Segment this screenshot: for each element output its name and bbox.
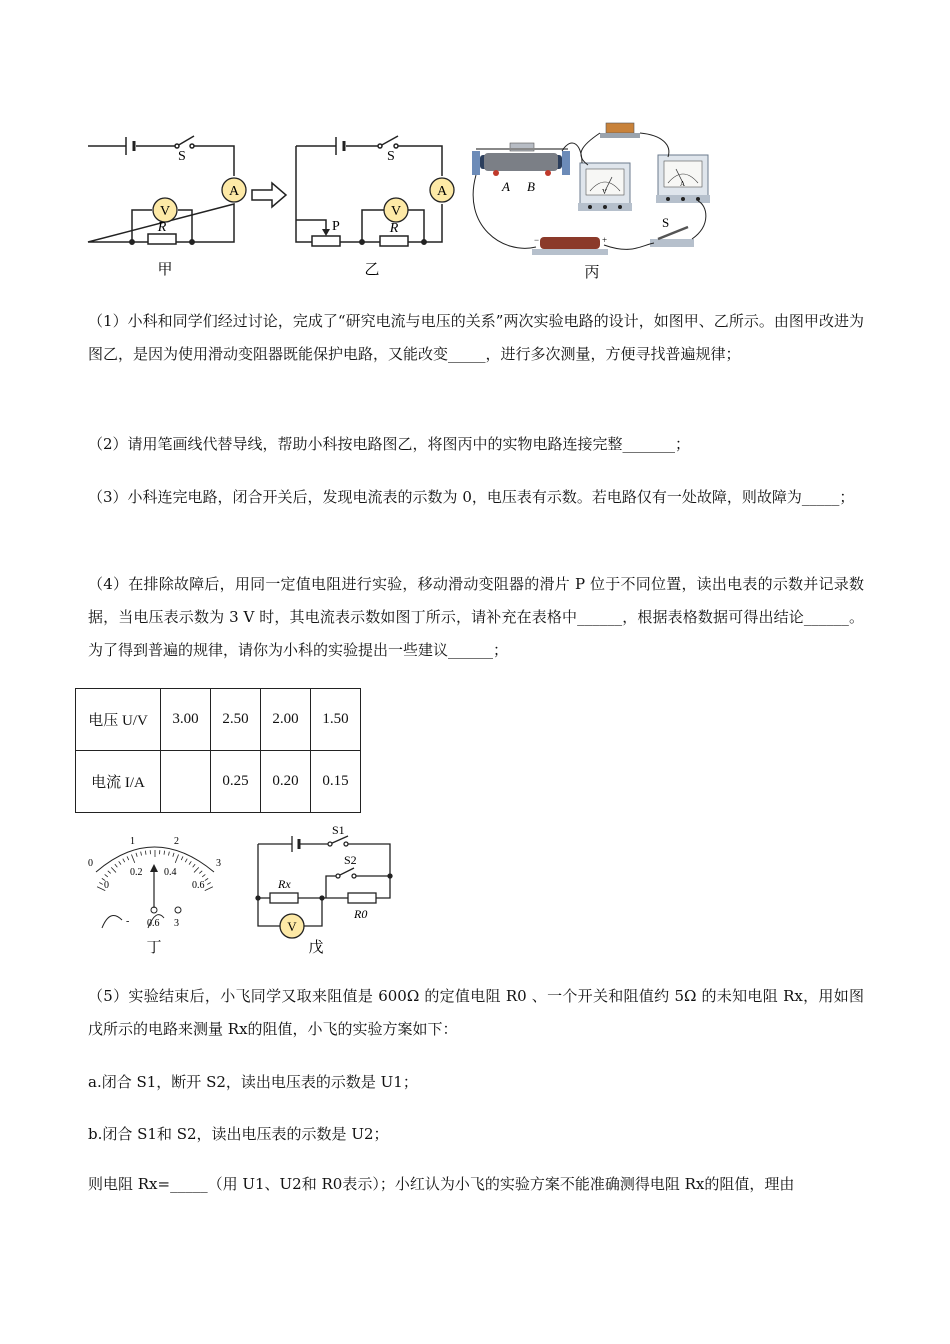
dial-tick — [193, 864, 196, 867]
table-cell: 0.25 — [211, 751, 261, 813]
table-cell: 0.20 — [261, 751, 311, 813]
table-header-current: 电流 I/A — [76, 751, 161, 813]
wu-rx-label: Rx — [278, 877, 291, 891]
dial-top-3: 3 — [216, 858, 221, 869]
dial-top-0: 0 — [88, 858, 93, 869]
bing-caption: 丙 — [584, 265, 600, 281]
dial-tick — [105, 874, 108, 876]
ammeter-dial-diagram — [82, 828, 232, 958]
dial-bottom-1: 0.2 — [130, 867, 143, 878]
dial-tick — [185, 859, 187, 862]
yi-ammeter-label: A — [436, 184, 448, 199]
physical-switch-label: S — [662, 215, 670, 230]
yi-voltmeter-label: V — [390, 204, 402, 219]
battery-positive: + — [602, 235, 608, 245]
yi-switch-label: S — [387, 149, 395, 164]
question-3 — [88, 481, 864, 514]
transition-arrow-icon — [250, 180, 290, 210]
wu-voltmeter-label: V — [287, 919, 297, 934]
question-5-text: （5）实验结束后，小飞同学又取来阻值是 600Ω 的定值电阻 R0 、一个开关和阻值约 5Ω 的未知电阻 Rx，用如图戊所示的电路来测量 Rx的阻值，小飞的实验方案如下： — [88, 987, 864, 1038]
step-a-text: a.闭合 S1，断开 S2，读出电压表的示数是 U1； — [88, 1073, 418, 1091]
step-b-text: b.闭合 S1和 S2，读出电压表的示数是 U2； — [88, 1125, 389, 1143]
dial-tick — [136, 853, 137, 857]
dial-tick — [205, 878, 208, 880]
table-row-current — [76, 751, 361, 813]
dial-top-2: 2 — [174, 836, 179, 847]
table-header-voltage: 电压 U/V — [76, 689, 161, 751]
step-b — [88, 1118, 864, 1151]
step-a — [88, 1066, 864, 1099]
wu-switch1-label: S1 — [332, 823, 345, 837]
dial-tick — [202, 874, 205, 876]
figure-jia — [82, 128, 252, 288]
question-1 — [88, 305, 864, 371]
terminal-0-6: 0.6 — [147, 918, 160, 929]
conclusion — [88, 1168, 864, 1201]
figure-yi — [292, 128, 462, 288]
figure-ding — [82, 828, 232, 958]
battery-negative: − — [534, 235, 540, 245]
circuit-wu-diagram — [252, 822, 402, 958]
wu-switch2-label: S2 — [344, 853, 357, 867]
dial-tick — [199, 871, 202, 874]
wu-caption: 戊 — [308, 940, 324, 956]
dial-tick — [127, 856, 129, 860]
dial-tick — [207, 882, 210, 884]
jia-voltmeter-label: V — [159, 204, 171, 219]
question-5 — [88, 980, 864, 1046]
table-cell: 0.15 — [311, 751, 361, 813]
yi-caption: 乙 — [364, 262, 380, 278]
dial-tick — [189, 861, 191, 864]
dial-tick — [119, 861, 121, 864]
figure-bing — [462, 115, 722, 285]
question-4-text: （4）在排除故障后，用同一定值电阻进行实验，移动滑动变阻器的滑片 P 位于不同位置，读出电表的示数并记录数据，当电压表示数为 3 V 时，其电流表示数如图丁所示，请补充在表格中______，根据表格数据可得出结论______。为了得到普遍的规律，请你为小科的实验提出一些建议______； — [88, 575, 864, 659]
dial-tick — [145, 851, 146, 855]
circuit-yi-diagram — [292, 128, 462, 288]
dial-tick — [164, 851, 165, 855]
dial-bottom-0: 0 — [104, 880, 109, 891]
dial-tick — [175, 854, 178, 862]
yi-slider-label: P — [332, 219, 340, 234]
ding-caption: 丁 — [146, 940, 162, 956]
dial-tick — [115, 864, 118, 867]
data-table — [75, 688, 361, 813]
table-cell: 2.50 — [211, 689, 261, 751]
conclusion-text: 则电阻 Rx=_____（用 U1、U2和 R0表示）；小红认为小飞的实验方案不能准确测得电阻 Rx的阻值，理由 — [88, 1175, 795, 1193]
jia-ammeter-label: A — [228, 184, 240, 199]
dial-tick — [194, 867, 199, 872]
circuit-jia-diagram — [82, 128, 252, 288]
dial-tick — [131, 854, 134, 862]
rheostat-terminal-b: B — [527, 179, 535, 194]
dial-tick — [111, 867, 116, 872]
table-row-voltage — [76, 689, 361, 751]
rheostat-terminal-a: A — [502, 179, 510, 194]
terminal-negative: - — [126, 916, 130, 927]
dial-tick — [99, 882, 102, 884]
question-1-text: （1）小科和同学们经过讨论，完成了“研究电流与电压的关系”两次实验电路的设计，如图甲、乙所示。由图甲改进为图乙，是因为使用滑动变阻器既能保护电路，又能改变_____，进行多次测量，方便寻找普遍规律； — [88, 312, 864, 363]
dial-bottom-2: 0.4 — [164, 867, 177, 878]
jia-switch-label: S — [178, 149, 186, 164]
question-3-text: （3）小科连完电路，闭合开关后，发现电流表的示数为 0，电压表有示数。若电路仅有一处故障，则故障为_____； — [88, 488, 855, 506]
dial-tick — [123, 859, 125, 862]
dial-top-1: 1 — [130, 836, 135, 847]
physical-circuit-diagram — [462, 115, 722, 285]
dial-tick — [168, 852, 169, 856]
table-cell-blank[interactable] — [161, 751, 211, 813]
jia-caption: 甲 — [157, 262, 173, 278]
dial-tick — [108, 871, 111, 874]
question-2-text: （2）请用笔画线代替导线，帮助小科按电路图乙，将图丙中的实物电路连接完整_______； — [88, 435, 691, 453]
ammeter-symbol: A — [680, 180, 686, 188]
dial-tick — [173, 853, 174, 857]
jia-resistor-label: R — [157, 220, 167, 235]
wu-r0-label: R0 — [354, 907, 368, 921]
yi-resistor-label: R — [389, 221, 399, 236]
question-2 — [88, 428, 864, 461]
dial-tick — [205, 887, 213, 891]
dial-tick — [181, 856, 183, 860]
voltmeter-symbol: V — [602, 188, 608, 196]
dial-tick — [141, 852, 142, 856]
table-cell: 2.00 — [261, 689, 311, 751]
table-cell: 3.00 — [161, 689, 211, 751]
dial-bottom-3: 0.6 — [192, 880, 205, 891]
question-4 — [88, 568, 864, 667]
terminal-3: 3 — [174, 918, 179, 929]
figure-wu — [252, 822, 402, 958]
table-cell: 1.50 — [311, 689, 361, 751]
